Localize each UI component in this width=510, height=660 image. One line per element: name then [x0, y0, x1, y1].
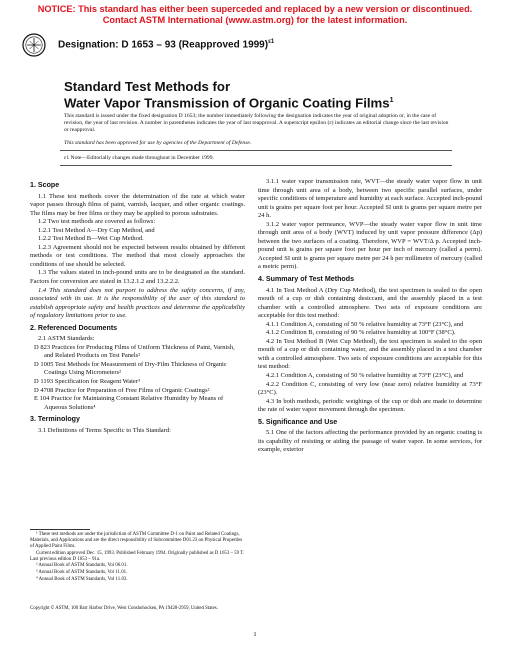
astm-logo-icon [22, 33, 46, 57]
footnote-divider [30, 529, 90, 530]
divider [60, 165, 452, 166]
paragraph: 3.1 Definitions of Terms Specific to This Standard: [38, 426, 171, 434]
notice-line-2: Contact ASTM International (www.astm.org) for the latest information. [102, 15, 408, 25]
paragraph: 1.2.1 Test Method A—Dry Cup Method, and [38, 226, 155, 234]
left-column [30, 178, 245, 435]
paragraph: 5.1 One of the factors affecting the performance provided by an organic coating is its capability of resisting or aiding the passage of water vapor. In some services, for example, exterior [258, 429, 482, 454]
paragraph: 1.2.2 Test Method B—Wet Cup Method. [38, 235, 144, 243]
paragraph: 3.1.2 water vapor permeance, WVP—the steady water vapor flow in unit time through unit area of a body (WVT) induced by unit vapor pressure difference (Δp) between the two surfaces of a coating. Therefore, WVP = WVT/Δ p. Accepted inch-pound unit is grains per square foot per hour per inch of mercury (called a perm). Accepted SI unit is grams per square metre per 24 h per millimetre of mercury (called a metric perm). [258, 220, 482, 271]
section-heading: 4. Summary of Test Methods [258, 275, 355, 284]
footnote: Current edition approved Dec. 15, 1993. Published February 1994. Originally published as D 1653 – 59 T. Last previous edition D 1653 – 91a. [30, 550, 245, 562]
footnotes [30, 532, 245, 583]
paragraph: 1.2 Two test methods are covered as follows: [38, 218, 156, 226]
reference-item: D 1193 Specification for Reagent Water³ [34, 378, 140, 386]
reference-item: D 4708 Practice for Preparation of Free Films of Organic Coatings² [34, 386, 210, 394]
document-title [64, 80, 484, 110]
supersede-notice [0, 4, 510, 26]
right-column [258, 178, 482, 455]
notice-line-1: NOTICE: This standard has either been superceded and replaced by a new version or discontinued. [37, 4, 473, 14]
paragraph: 2.1 ASTM Standards: [38, 335, 95, 343]
section-heading: 1. Scope [30, 181, 60, 189]
paragraph: 4.3 In both methods, periodic weighings of the cup or dish are made to determine the rate of water vapor movement through the specimen. [258, 397, 482, 414]
paragraph: 4.2.1 Condition A, consisting of 50 % relative humidity at 73°F (23°C), and [266, 372, 464, 380]
issued-statement: This standard is issued under the fixed designation D 1653; the number immediately following the designation indicates the year of original adoption or, in the case of revision, the year of last revision. A number in parentheses indicates the year of last reapproval. A superscript epsilon (ε) indicates an editorial change since the last revision or reapproval. [64, 113, 449, 134]
editorial-note: ε1 Note—Editorially changes made throughout in December 1999. [64, 155, 214, 161]
paragraph: 1.1 These test methods cover the determination of the rate at which water vapor passes through films of paint, varnish, lacquer, and other organic coatings. The films may be free films or they may be applied to porous substrates. [30, 192, 245, 217]
section-heading: 2. Referenced Documents [30, 323, 118, 332]
copyright: Copyright © ASTM, 100 Barr Harbor Drive, West Conshohocken, PA 19428-2959, United States. [30, 606, 218, 611]
dod-approval-note: This standard has been approved for use by agencies of the Department of Defense. [64, 140, 252, 146]
paragraph: 1.2.3 Agreement should not be expected between results obtained by different methods or test conditions. The method that most closely approaches the conditions of use should be selected. [30, 243, 245, 268]
footnote: ¹ These test methods are under the jurisdiction of ASTM Committee D-1 on Paint and Related Coatings, Materials, and Applications and are the direct responsibility of Subcommittee D01.23 on Physical Properties of Applied Paint Films. [30, 532, 243, 550]
paragraph: 1.3 The values stated in inch-pound units are to be designated as the standard. Factors for conversion are stated in 13.2.1.2 and 13.2.2.2. [30, 269, 245, 286]
designation: Designation: D 1653 – 93 (Reapproved 1999)$^{\varepsilon 1}$ [58, 39, 275, 51]
paragraph: 4.2.2 Condition C, consisting of very low (near zero) relative humidity at 73°F (23°C). [258, 380, 482, 397]
footnote: ⁴ Annual Book of ASTM Standards, Vol 11.03. [36, 576, 128, 582]
page-number: 1 [253, 631, 257, 638]
document-header [22, 33, 492, 57]
section-heading: 3. Terminology [30, 415, 80, 424]
paragraph: 4.2 In Test Method B (Wet Cup Method), the test specimen is sealed to the open mouth of a cup or dish containing water, and the assembly placed in a test chamber with a controlled atmosphere. Two sets of exposure conditions are acceptable for this test method: [258, 337, 482, 371]
footnote: ³ Annual Book of ASTM Standards, Vol 11.01. [36, 570, 128, 576]
reference-item: D 1005 Test Methods for Measurement of Dry-Film Thickness of Organic Coatings Using Micrometers² [34, 360, 227, 377]
section-heading: 5. Significance and Use [258, 417, 338, 426]
footnote: ² Annual Book of ASTM Standards, Vol 06.01. [36, 563, 128, 569]
reference-item: E 104 Practice for Maintaining Constant Relative Humidity by Means of Aqueous Solutions⁴ [34, 395, 224, 411]
safety-paragraph: 1.4 This standard does not purport to address the safety concerns, if any, associated with its use. It is the responsibility of the user of this standard to establish appropriate safety and health practices and determine the applicability of regulatory limitations prior to use. [30, 286, 245, 320]
title-line-1: Standard Test Methods for [64, 79, 231, 94]
paragraph: 4.1 In Test Method A (Dry Cup Method), the test specimen is sealed to the open mouth of a cup or dish containing desiccant, and the assembly placed in a test chamber with a controlled atmosphere. Two sets of exposure conditions are acceptable for this test method: [258, 286, 482, 320]
reference-item: D 823 Practices for Producing Films of Uniform Thickness of Paint, Varnish, and Related Products on Test Panels² [34, 343, 235, 360]
paragraph: 4.1.1 Condition A, consisting of 50 % relative humidity at 73°F (23°C), and [266, 320, 464, 328]
paragraph: 4.1.2 Condition B, consisting of 90 % relative humidity at 100°F (38°C). [266, 329, 456, 337]
paragraph: 3.1.1 water vapor transmission rate, WVT—the steady water vapor flow in unit time through unit area of a body, between two specific parallel surfaces, under specific conditions of temperature and humidity at each surface. Accepted inch-pound unit is grains per square foot per hour. Accepted SI unit is grams per square metre per 24 h. [258, 178, 482, 220]
title-line-2: Water Vapor Transmission of Organic Coating Films$^1$ [64, 95, 394, 111]
divider [60, 150, 452, 151]
